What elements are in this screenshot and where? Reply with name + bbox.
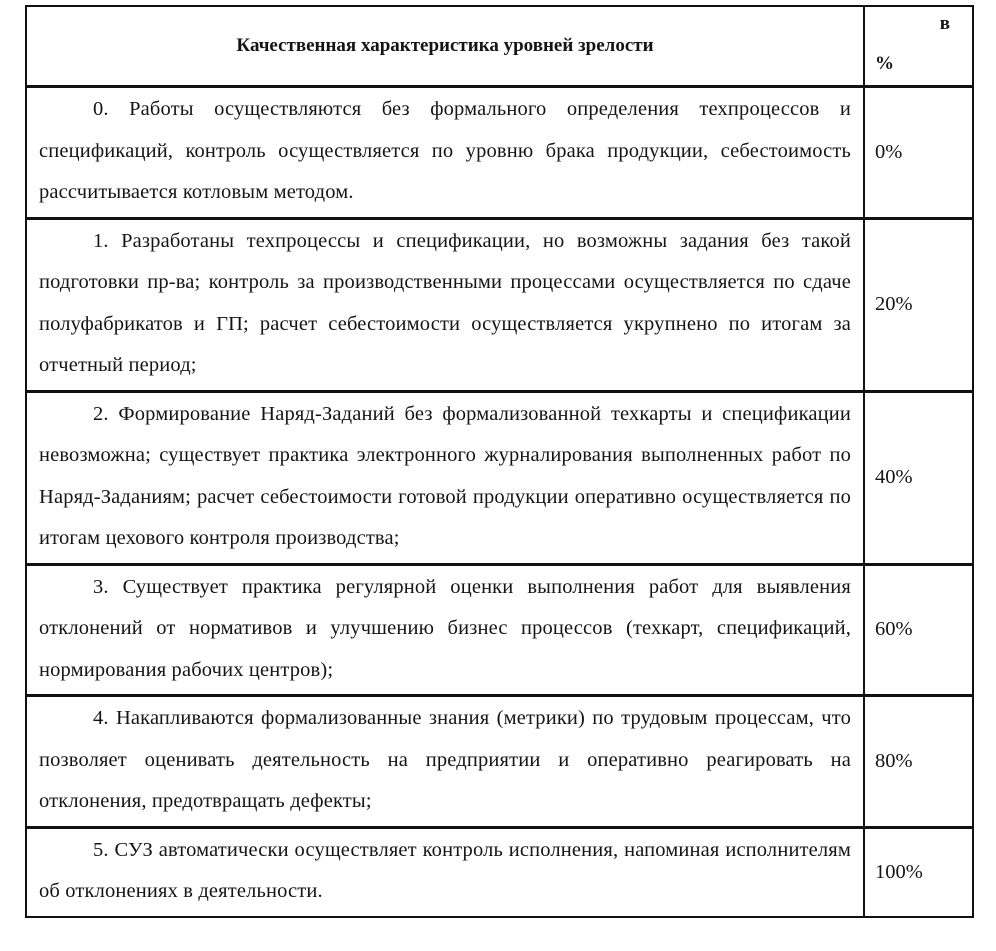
header-description: Качественная характеристика уровней зрелости: [26, 6, 864, 87]
row-percent: 60%: [864, 564, 973, 696]
row-description: 4. Накапливаются формализованные знания (метрики) по трудовым процессам, что позволяет оценивать деятельность на предприятии и оперативно реагировать на отклонения, предотвращать дефекты;: [26, 696, 864, 828]
row-percent: 20%: [864, 218, 973, 391]
row-percent: 80%: [864, 696, 973, 828]
row-description: 5. СУЗ автоматически осуществляет контроль исполнения, напоминая исполнителям об отклонениях в деятельности.: [26, 827, 864, 917]
row-description: 3. Существует практика регулярной оценки выполнения работ для выявления отклонений от нормативов и улучшению бизнес процессов (техкарт, спецификаций, нормирования рабочих центров);: [26, 564, 864, 696]
row-percent: 40%: [864, 391, 973, 564]
header-percent-bottom: %: [875, 53, 894, 74]
table-row: [26, 87, 973, 219]
row-percent: 0%: [864, 87, 973, 219]
row-description: 0. Работы осуществляются без формального определения техпроцессов и спецификаций, контроль осуществляется по уровню брака продукции, себестоимость рассчитывается котловым методом.: [26, 87, 864, 219]
header-percent-top: в: [939, 13, 950, 34]
table-row: [26, 218, 973, 391]
maturity-levels-table: [25, 5, 974, 918]
table-row: [26, 391, 973, 564]
table-row: [26, 564, 973, 696]
table-row: [26, 696, 973, 828]
row-percent: 100%: [864, 827, 973, 917]
header-percent: [864, 6, 973, 87]
table-header-row: [26, 6, 973, 87]
row-description: 1. Разработаны техпроцессы и спецификации, но возможны задания без такой подготовки пр-ва; контроль за производственными процессами осуществляется по сдаче полуфабрикатов и ГП; расчет себестоимости осуществляется укрупнено по итогам за отчетный период;: [26, 218, 864, 391]
table-row: [26, 827, 973, 917]
row-description: 2. Формирование Наряд-Заданий без формализованной техкарты и спецификации невозможна; существует практика электронного журналирования выполненных работ по Наряд-Заданиям; расчет себестоимости готовой продукции оперативно осуществляется по итогам цехового контроля производства;: [26, 391, 864, 564]
